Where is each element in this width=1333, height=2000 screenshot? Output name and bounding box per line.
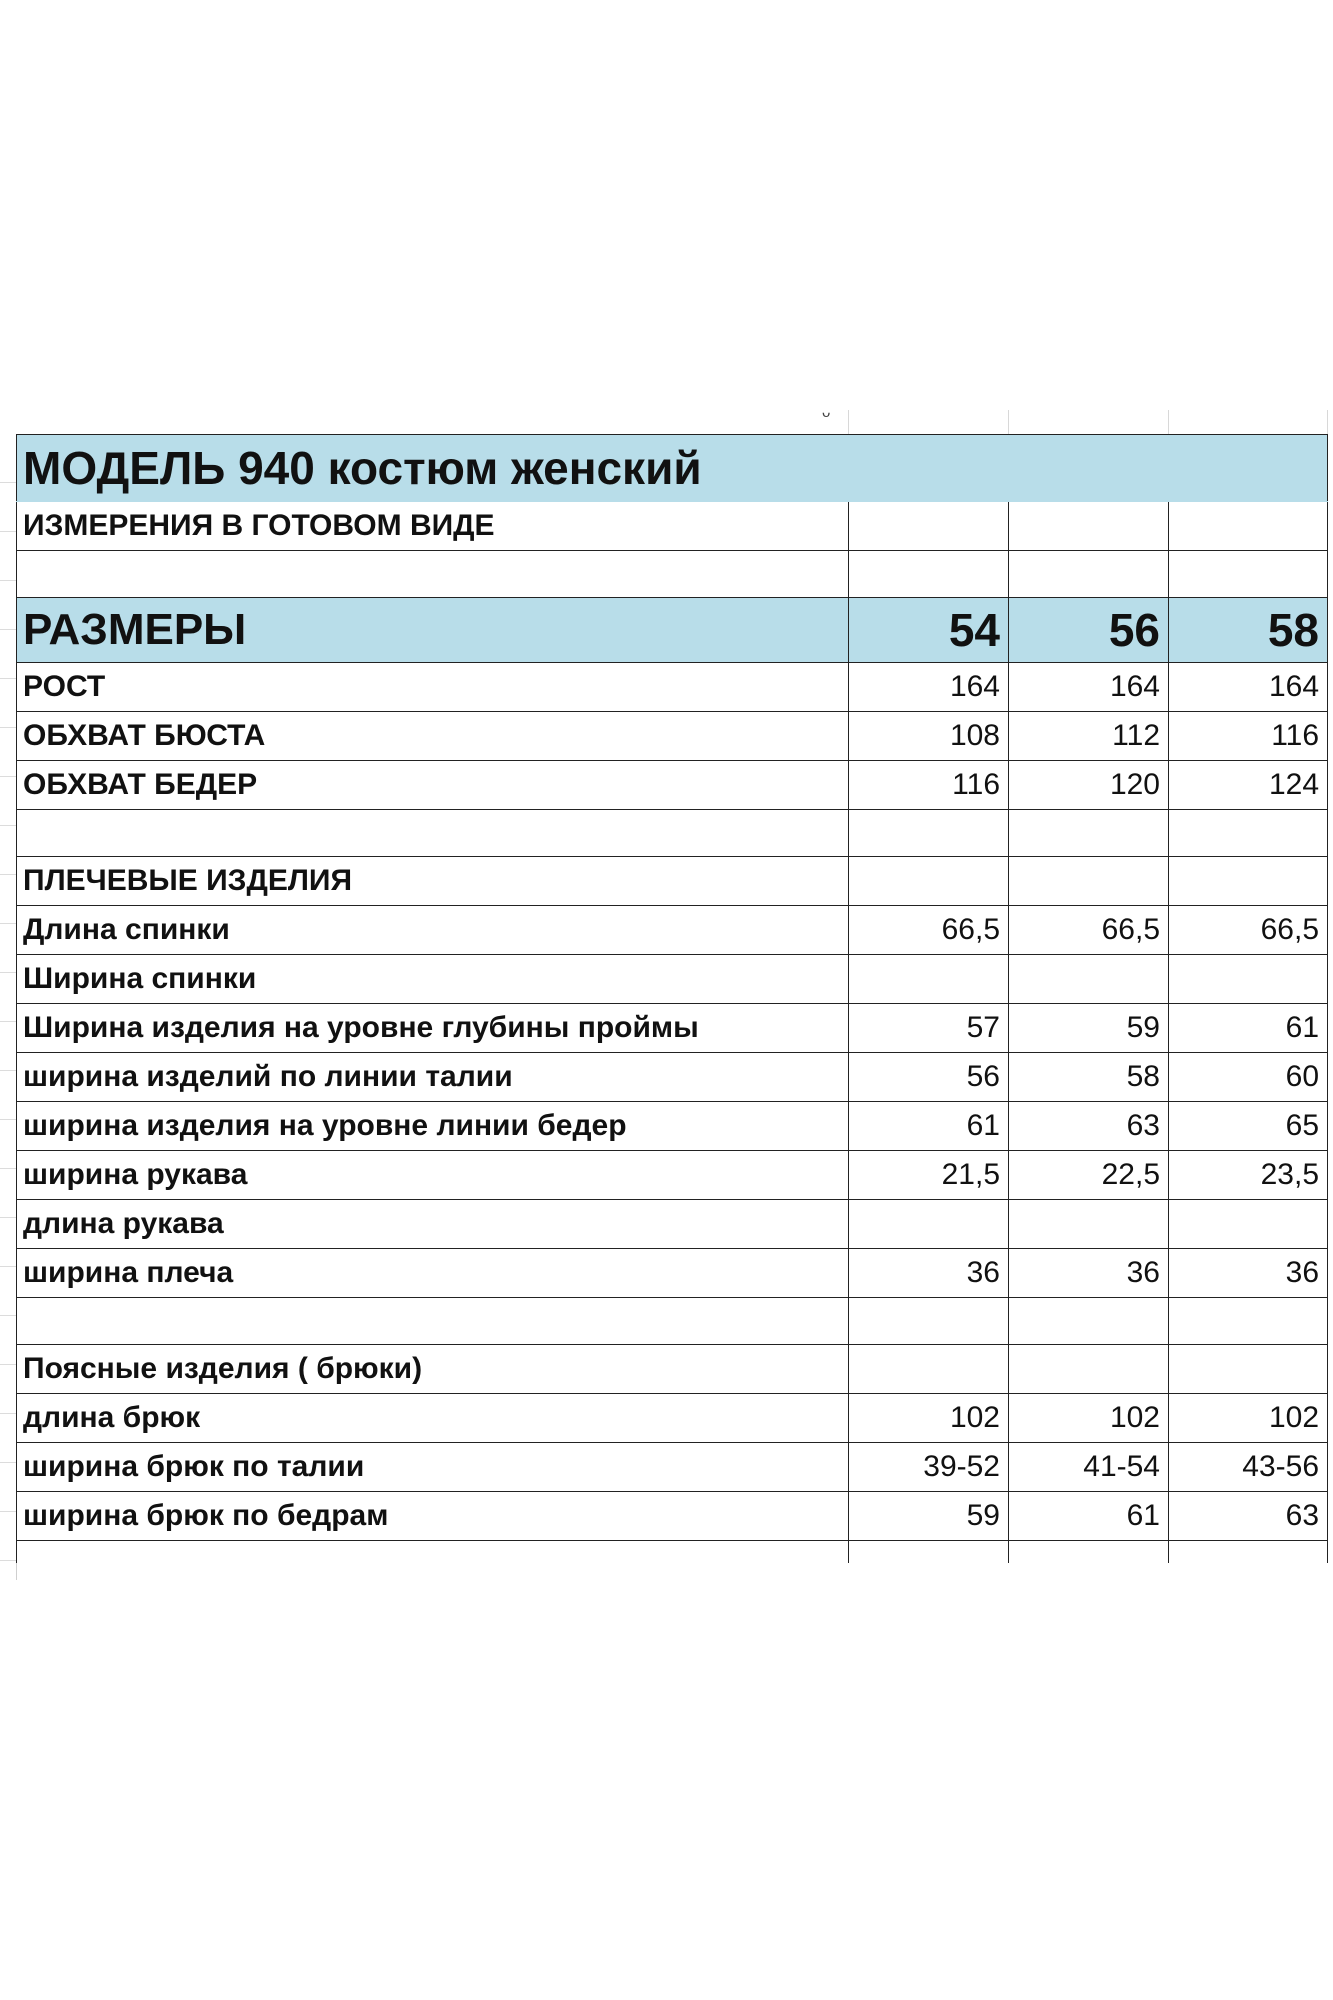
title-row (17, 435, 1328, 502)
table-row (17, 1004, 1328, 1053)
value-cell[interactable]: 66,5 (1009, 906, 1169, 955)
table-row (17, 1151, 1328, 1200)
row-label-cell[interactable]: РОСТ (17, 663, 849, 712)
empty-cell[interactable] (849, 502, 1009, 551)
cut-off-row (17, 1541, 1328, 1564)
table-row (17, 1443, 1328, 1492)
row-label-cell[interactable]: ширина брюк по талии (17, 1443, 849, 1492)
value-cell[interactable]: 21,5 (849, 1151, 1009, 1200)
table-row (17, 663, 1328, 712)
row-label-cell[interactable]: ширина изделий по линии талии (17, 1053, 849, 1102)
table-row (17, 712, 1328, 761)
subtitle-cell[interactable]: ИЗМЕРЕНИЯ В ГОТОВОМ ВИДЕ (17, 502, 849, 551)
value-cell[interactable] (1169, 955, 1328, 1004)
subtitle-row (17, 502, 1328, 551)
row-label-cell[interactable] (17, 810, 849, 857)
value-cell[interactable]: 164 (1009, 663, 1169, 712)
value-cell[interactable] (849, 1298, 1009, 1345)
table-row (17, 810, 1328, 857)
value-cell[interactable]: 102 (1169, 1394, 1328, 1443)
value-cell[interactable]: 59 (1009, 1004, 1169, 1053)
value-cell[interactable]: 36 (1009, 1249, 1169, 1298)
empty-cell[interactable] (849, 551, 1009, 598)
value-cell[interactable]: 63 (1169, 1492, 1328, 1541)
row-label-cell[interactable]: ширина брюк по бедрам (17, 1492, 849, 1541)
value-cell[interactable] (849, 1200, 1009, 1249)
value-cell[interactable] (849, 857, 1009, 906)
table-row (17, 906, 1328, 955)
value-cell[interactable]: 36 (1169, 1249, 1328, 1298)
value-cell[interactable]: 164 (849, 663, 1009, 712)
value-cell[interactable]: 108 (849, 712, 1009, 761)
value-cell[interactable] (1009, 955, 1169, 1004)
empty-row (17, 551, 1328, 598)
table-row (17, 1102, 1328, 1151)
empty-cell[interactable] (1009, 502, 1169, 551)
sheet-title[interactable]: МОДЕЛЬ 940 костюм женский (17, 435, 1328, 502)
value-cell[interactable]: 102 (1009, 1394, 1169, 1443)
table-row (17, 857, 1328, 906)
value-cell[interactable] (1009, 857, 1169, 906)
value-cell[interactable]: 59 (849, 1492, 1009, 1541)
value-cell[interactable]: 65 (1169, 1102, 1328, 1151)
value-cell[interactable]: 61 (1169, 1004, 1328, 1053)
value-cell[interactable]: 112 (1009, 712, 1169, 761)
value-cell[interactable] (849, 1345, 1009, 1394)
table-row (17, 1298, 1328, 1345)
value-cell[interactable]: 36 (849, 1249, 1009, 1298)
row-label-cell[interactable] (17, 1298, 849, 1345)
value-cell[interactable] (1169, 810, 1328, 857)
row-label-cell[interactable]: ОБХВАТ БЕДЕР (17, 761, 849, 810)
value-cell[interactable]: 164 (1169, 663, 1328, 712)
sizes-label-cell[interactable]: РАЗМЕРЫ (17, 598, 849, 663)
table-row (17, 1249, 1328, 1298)
value-cell[interactable]: 116 (849, 761, 1009, 810)
empty-cell[interactable] (1169, 551, 1328, 598)
sizes-row (17, 598, 1328, 663)
value-cell[interactable]: 120 (1009, 761, 1169, 810)
row-label-cell[interactable]: ширина изделия на уровне линии бедер (17, 1102, 849, 1151)
value-cell[interactable] (1169, 1298, 1328, 1345)
empty-cell[interactable] (17, 1541, 849, 1564)
size-cell[interactable]: 54 (849, 598, 1009, 663)
value-cell[interactable]: 63 (1009, 1102, 1169, 1151)
empty-cell[interactable] (1169, 1541, 1328, 1564)
empty-cell[interactable] (1169, 502, 1328, 551)
empty-cell[interactable] (849, 1541, 1009, 1564)
table-row (17, 1492, 1328, 1541)
value-cell[interactable]: 43-56 (1169, 1443, 1328, 1492)
value-cell[interactable]: 60 (1169, 1053, 1328, 1102)
value-cell[interactable]: 61 (849, 1102, 1009, 1151)
value-cell[interactable]: 57 (849, 1004, 1009, 1053)
size-chart-table (16, 434, 1328, 1563)
row-label-cell[interactable]: Длина спинки (17, 906, 849, 955)
empty-cell[interactable] (1009, 551, 1169, 598)
size-cell[interactable]: 56 (1009, 598, 1169, 663)
row-label-cell[interactable]: длина брюк (17, 1394, 849, 1443)
table-row (17, 955, 1328, 1004)
cut-off-glyph: ᵕ (822, 402, 831, 427)
table-row (17, 1200, 1328, 1249)
row-header-strip (0, 434, 17, 1580)
value-cell[interactable]: 56 (849, 1053, 1009, 1102)
row-label-cell[interactable]: ОБХВАТ БЮСТА (17, 712, 849, 761)
table-row (17, 1053, 1328, 1102)
empty-cell[interactable] (1009, 1541, 1169, 1564)
value-cell[interactable]: 66,5 (849, 906, 1009, 955)
table-row (17, 761, 1328, 810)
value-cell[interactable] (849, 810, 1009, 857)
value-cell[interactable]: 61 (1009, 1492, 1169, 1541)
table-row (17, 1345, 1328, 1394)
row-label-cell[interactable]: Ширина спинки (17, 955, 849, 1004)
value-cell[interactable]: 116 (1169, 712, 1328, 761)
row-label-cell[interactable]: Ширина изделия на уровне глубины проймы (17, 1004, 849, 1053)
value-cell[interactable] (1009, 810, 1169, 857)
row-label-cell[interactable]: длина рукава (17, 1200, 849, 1249)
row-label-cell[interactable]: ПЛЕЧЕВЫЕ ИЗДЕЛИЯ (17, 857, 849, 906)
sheet-top-stub (0, 410, 1333, 434)
row-label-cell[interactable]: ширина плеча (17, 1249, 849, 1298)
value-cell[interactable]: 22,5 (1009, 1151, 1169, 1200)
value-cell[interactable] (1009, 1200, 1169, 1249)
value-cell[interactable] (1169, 857, 1328, 906)
value-cell[interactable]: 39-52 (849, 1443, 1009, 1492)
row-label-cell[interactable]: ширина рукава (17, 1151, 849, 1200)
empty-cell[interactable] (17, 551, 849, 598)
value-cell[interactable] (1169, 1345, 1328, 1394)
value-cell[interactable] (1009, 1298, 1169, 1345)
value-cell[interactable]: 23,5 (1169, 1151, 1328, 1200)
value-cell[interactable]: 66,5 (1169, 906, 1328, 955)
value-cell[interactable]: 124 (1169, 761, 1328, 810)
row-label-cell[interactable]: Поясные изделия ( брюки) (17, 1345, 849, 1394)
value-cell[interactable] (1169, 1200, 1328, 1249)
value-cell[interactable] (849, 955, 1009, 1004)
size-cell[interactable]: 58 (1169, 598, 1328, 663)
table-row (17, 1394, 1328, 1443)
value-cell[interactable]: 41-54 (1009, 1443, 1169, 1492)
value-cell[interactable]: 58 (1009, 1053, 1169, 1102)
value-cell[interactable] (1009, 1345, 1169, 1394)
value-cell[interactable]: 102 (849, 1394, 1009, 1443)
